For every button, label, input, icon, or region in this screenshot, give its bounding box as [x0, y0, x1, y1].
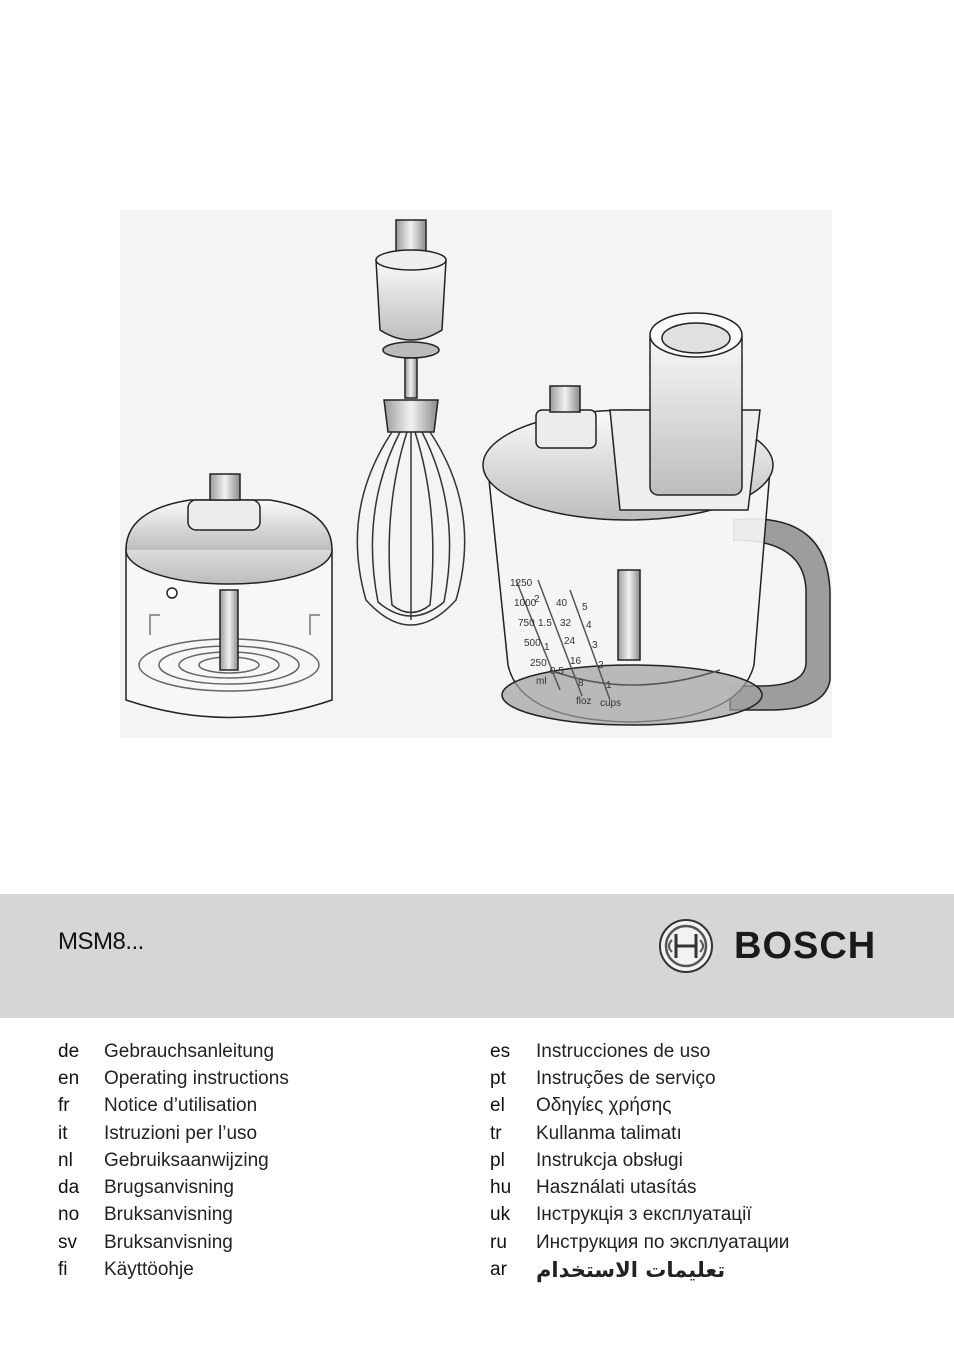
list-item — [58, 1093, 289, 1120]
brand-name: BOSCH — [734, 924, 877, 967]
list-item — [490, 1065, 789, 1092]
language-label: Instrukcja obsługi — [536, 1149, 683, 1171]
language-code: ar — [490, 1259, 507, 1281]
list-item — [490, 1038, 789, 1065]
list-item — [490, 1147, 789, 1174]
language-label: Инструкция по эксплуатации — [536, 1231, 790, 1253]
list-item — [490, 1093, 789, 1120]
list-item — [490, 1229, 789, 1256]
list-item — [490, 1202, 789, 1229]
list-item — [58, 1256, 289, 1283]
list-item — [490, 1120, 789, 1147]
scale-ml-750: 750 — [518, 618, 535, 629]
language-code: fi — [58, 1259, 68, 1281]
language-label: Bruksanvisning — [104, 1204, 233, 1226]
language-label: تعليمات الاستخدام — [536, 1258, 726, 1283]
language-label: Bruksanvisning — [104, 1231, 233, 1253]
scale-cups-1: 1 — [544, 642, 550, 653]
list-item — [58, 1229, 289, 1256]
scale-floz-24: 24 — [564, 636, 576, 647]
language-code: da — [58, 1177, 80, 1199]
mini-chopper — [126, 474, 332, 718]
language-label: Instruções de serviço — [536, 1067, 716, 1089]
language-code: sv — [58, 1231, 77, 1253]
scale-floz-unit: floz — [576, 696, 592, 707]
language-code: nl — [58, 1149, 73, 1171]
language-label: Használati utasítás — [536, 1177, 697, 1199]
language-label: Gebruiksaanwijzing — [104, 1149, 269, 1171]
language-code: it — [58, 1122, 68, 1144]
language-label: Instrucciones de uso — [536, 1040, 711, 1062]
language-code: hu — [490, 1177, 512, 1199]
scale-pt-3: 3 — [592, 640, 598, 651]
whisk — [357, 220, 464, 625]
language-code: pl — [490, 1149, 505, 1171]
scale-cups-1-5: 1.5 — [538, 618, 552, 629]
language-code: el — [490, 1095, 505, 1117]
scale-cups-0-5: 0.5 — [550, 666, 564, 677]
scale-ml-500: 500 — [524, 638, 541, 649]
list-item — [58, 1202, 289, 1229]
scale-pt-5: 5 — [582, 602, 588, 613]
list-item — [490, 1256, 789, 1283]
language-label: Käyttöohje — [104, 1259, 194, 1281]
scale-floz-16: 16 — [570, 656, 582, 667]
language-label: Οδηγίες χρήσης — [536, 1095, 672, 1117]
scale-ml-250: 250 — [530, 658, 547, 669]
language-label: Istruzioni per l’uso — [104, 1122, 258, 1144]
scale-floz-8: 8 — [578, 678, 584, 689]
language-label: Brugsanvisning — [104, 1177, 234, 1199]
language-code: tr — [490, 1122, 502, 1144]
language-list-right — [490, 1038, 789, 1284]
scale-pt-4: 4 — [586, 620, 592, 631]
language-code: ru — [490, 1231, 507, 1253]
list-item — [58, 1038, 289, 1065]
list-item — [58, 1065, 289, 1092]
scale-ml-unit: ml — [536, 676, 547, 687]
scale-floz-32: 32 — [560, 618, 572, 629]
scale-floz-40: 40 — [556, 598, 568, 609]
language-code: en — [58, 1067, 80, 1089]
scale-cups-2: 2 — [534, 594, 540, 605]
bosch-armature-icon — [658, 918, 714, 974]
language-label: Gebrauchsanleitung — [104, 1040, 275, 1062]
product-illustration — [120, 210, 832, 738]
scale-pt-1: 1 — [606, 680, 612, 691]
scale-cups-unit: cups — [600, 698, 622, 709]
language-code: no — [58, 1204, 80, 1226]
product-drawing — [120, 210, 832, 738]
language-code: de — [58, 1040, 80, 1062]
language-list-left — [58, 1038, 289, 1284]
scale-ml-1250: 1250 — [510, 578, 533, 589]
bosch-logo — [658, 918, 876, 974]
language-code: pt — [490, 1067, 506, 1089]
language-code: fr — [58, 1095, 70, 1117]
model-number: MSM8... — [58, 928, 144, 955]
scale-pt-2: 2 — [598, 660, 604, 671]
language-label: Kullanma talimatı — [536, 1122, 682, 1144]
language-code: uk — [490, 1204, 511, 1226]
list-item — [58, 1120, 289, 1147]
list-item — [58, 1174, 289, 1201]
language-code: es — [490, 1040, 511, 1062]
list-item — [58, 1147, 289, 1174]
language-label: Інструкція з експлуатації — [536, 1204, 752, 1226]
language-label: Operating instructions — [104, 1067, 289, 1089]
list-item — [490, 1174, 789, 1201]
scale-ml-1000: 1000 — [514, 598, 537, 609]
language-label: Notice d’utilisation — [104, 1095, 258, 1117]
